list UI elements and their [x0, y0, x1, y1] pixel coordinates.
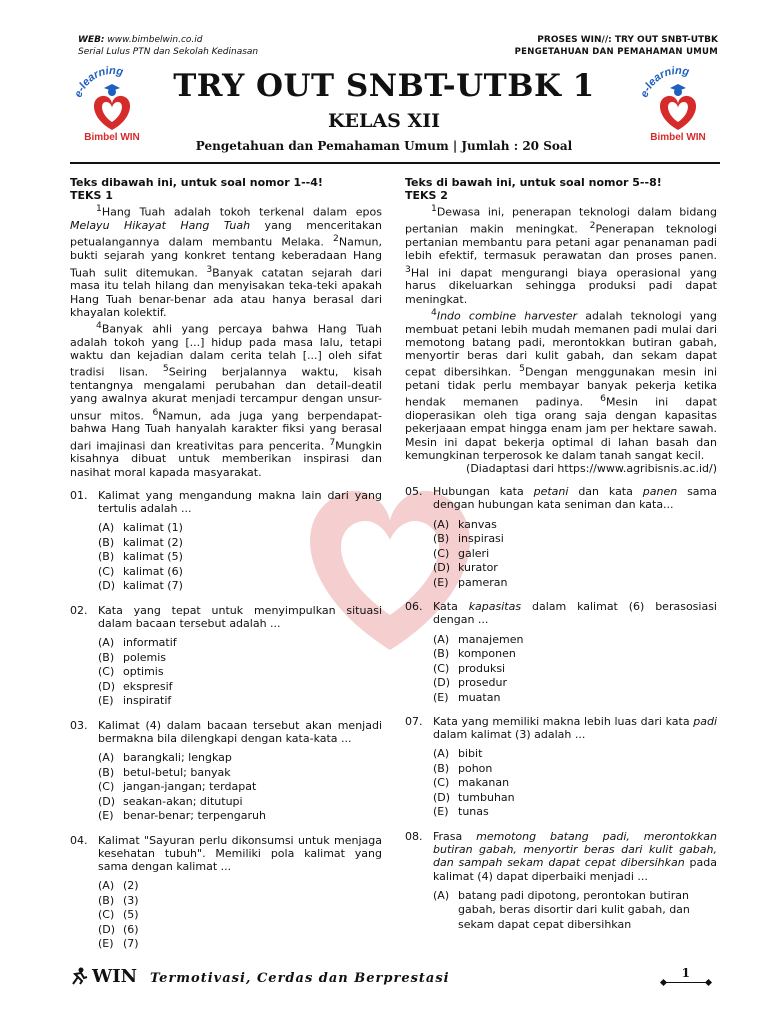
- option-text: makanan: [458, 776, 510, 790]
- question-08: 08. Frasa memotong batang padi, merontokkan butiran gabah, menyortir beras dari kulit gabah, dan sampah sekam dapat cepat dibersihkan pada kalimat (4) dapat diperbaiki menjadi ... (A) batang padi dipotong, perontokan butiran gabah, beras disortir dari kulit gabah, dan sekam dapat cepat dibersihkan: [405, 829, 717, 931]
- header-right-line1: PROSES WIN//: TRY OUT SNBT-UTBK: [537, 35, 718, 45]
- option-letter: (A): [98, 751, 115, 765]
- header-left: [78, 34, 258, 58]
- option-text: prosedur: [458, 676, 507, 690]
- option-letter: (A): [98, 636, 115, 650]
- answer-option: [433, 662, 717, 677]
- option-text: (2): [123, 879, 139, 893]
- options: [433, 518, 717, 591]
- option-letter: (A): [433, 888, 450, 902]
- option-text: optimis: [123, 665, 164, 679]
- footer-brand: WIN: [70, 966, 137, 987]
- option-text: produksi: [458, 661, 506, 675]
- right-column: [405, 176, 717, 932]
- option-letter: (E): [433, 805, 449, 819]
- option-text: kanvas: [458, 517, 497, 531]
- option-letter: (C): [433, 661, 450, 675]
- page-ornament: [664, 982, 708, 983]
- options: [98, 636, 382, 709]
- passage-paragraph: $^1$Hang Tuah adalah tokoh terkenal dalam epos Melayu Hikayat Hang Tuah yang menceritakan petualangannya dalam membantu Melaka. $^2$Namun, bukti sejarah yang konkret tentang keberadaan Hang Tuah sulit ditemukan. $^3$Banyak catatan sejarah dari masa itu telah hilang dan menyisakan teka-teki apakah Hang Tuah benar-benar ada atau hanya berasal dari khayalan kolektif.: [70, 203, 382, 319]
- answer-option: [433, 547, 717, 562]
- option-letter: (A): [98, 879, 115, 893]
- answer-option: [98, 536, 382, 551]
- options: [98, 879, 382, 952]
- option-text: benar-benar; terpengaruh: [123, 809, 266, 823]
- option-letter: (E): [433, 575, 449, 589]
- option-letter: (E): [98, 809, 114, 823]
- option-letter: (D): [98, 679, 116, 693]
- option-letter: (A): [433, 747, 450, 761]
- answer-option: [98, 751, 382, 766]
- option-letter: (C): [433, 546, 450, 560]
- option-letter: (B): [433, 647, 450, 661]
- question-02: 02. Kata yang tepat untuk menyimpulkan situasi dalam bacaan tersebut adalah ... (A) informatif (B) polemis (C) optimis (D) ekspresif (E) inspiratif: [70, 603, 382, 708]
- option-text: galeri: [458, 546, 490, 560]
- option-text: (6): [123, 922, 139, 936]
- answer-option: [98, 550, 382, 565]
- answer-option: [433, 889, 717, 933]
- answer-option: [98, 894, 382, 909]
- options: [433, 889, 717, 933]
- answer-option: [433, 805, 717, 820]
- answer-option: [98, 565, 382, 580]
- page-title: TRY OUT SNBT-UTBK 1: [173, 68, 595, 104]
- option-text: kalimat (2): [123, 535, 183, 549]
- answer-option: [98, 680, 382, 695]
- option-text: polemis: [123, 650, 167, 664]
- options: [98, 751, 382, 824]
- option-text: ekspresif: [123, 679, 173, 693]
- option-letter: (C): [433, 776, 450, 790]
- logo-label: Bimbel WIN: [650, 132, 706, 143]
- answer-option: [98, 579, 382, 594]
- option-text: kalimat (7): [123, 579, 183, 593]
- option-text: (3): [123, 893, 139, 907]
- header-right: [515, 34, 718, 58]
- option-letter: (C): [98, 564, 115, 578]
- answer-option: [98, 766, 382, 781]
- option-text: pameran: [458, 575, 508, 589]
- runner-icon: [70, 967, 88, 985]
- option-text: jangan-jangan; terdapat: [123, 780, 257, 794]
- option-letter: (E): [98, 937, 114, 951]
- answer-option: [98, 780, 382, 795]
- answer-option: [433, 691, 717, 706]
- passage-paragraph: $^4$Indo combine harvester adalah teknologi yang membuat petani lebih mudah memanen padi mulai dari memotong batang padi, merontokkan butiran gabah, menyortir beras dari kulit gabah, dan sekam dapat cepat dibersihkan. $^5$Dengan menggunakan mesin ini petani tidak perlu membayar banyak pekerja ketika hendak memanen padinya. $^6$Mesin ini dapat dioperasikan oleh tiga orang saja dengan kapasitas pekerjaaan empat hingga enam jam per hektare sawah. Mesin ini dapat bekerja optimal di lahan basah dan kemungkinan terperosok ke dalam tanah sangat kecil.: [405, 306, 717, 462]
- answer-option: [98, 636, 382, 651]
- footer: [70, 966, 720, 996]
- option-letter: (B): [98, 765, 115, 779]
- answer-option: [433, 791, 717, 806]
- section-intro: Teks di bawah ini, untuk soal nomor 5--8!: [405, 176, 662, 189]
- answer-option: [98, 665, 382, 680]
- text-label: TEKS 2: [405, 189, 448, 203]
- logo-label: Bimbel WIN: [84, 132, 140, 143]
- answer-option: [98, 879, 382, 894]
- option-text: inspirasi: [458, 532, 504, 546]
- option-text: batang padi dipotong, perontokan butiran gabah, beras disortir dari kulit gabah, dan sekam dapat cepat dibersihkan: [458, 888, 690, 931]
- option-text: (5): [123, 908, 139, 922]
- option-text: kalimat (1): [123, 521, 183, 535]
- section-intro: Teks dibawah ini, untuk soal nomor 1--4!: [70, 176, 323, 189]
- option-text: komponen: [458, 647, 516, 661]
- left-column: [70, 176, 382, 952]
- option-letter: (C): [98, 780, 115, 794]
- answer-option: [98, 937, 382, 952]
- web-label: WEB:: [78, 35, 105, 45]
- option-letter: (B): [98, 550, 115, 564]
- option-letter: (D): [433, 676, 451, 690]
- answer-option: [433, 676, 717, 691]
- passage-paragraph: $^4$Banyak ahli yang percaya bahwa Hang Tuah adalah tokoh yang [...] hidup pada masa lalu, tetapi waktu dan kejadian dalam cerita telah [...] oleh sifat tradisi lisan. $^5$Seiring berjalannya waktu, kisah tentangnya mengalami perubahan dan detail-deatil yang awalnya akurat menjadi tercampur dengan unsur-unsur mitos. $^6$Namun, ada juga yang berpendapat-bahwa Hang Tuah hanyalah karakter fiksi yang berasal dari imajinasi dan kreativitas para pencerita. $^7$Mungkin kisahnya dibuat untuk memberikan inspirasi dan nasihat moral kapada masyarakat.: [70, 320, 382, 479]
- option-letter: (E): [433, 690, 449, 704]
- answer-option: [98, 694, 382, 709]
- option-letter: (A): [433, 517, 450, 531]
- question-06: 06. Kata kapasitas dalam kalimat (6) berasosiasi dengan ... (A) manajemen (B) komponen (C) produksi (D) prosedur (E) muatan: [405, 600, 717, 704]
- option-text: seakan-akan; ditutupi: [123, 794, 243, 808]
- option-letter: (C): [98, 665, 115, 679]
- option-text: kalimat (5): [123, 550, 183, 564]
- question-05: 05. Hubungan kata petani dan kata panen sama dengan hubungan kata seniman dan kata... (A) kanvas (B) inspirasi (C) galeri (D) kurator (E) pameran: [405, 485, 717, 589]
- passage-paragraph: $^1$Dewasa ini, penerapan teknologi dalam bidang pertanian makin meningkat. $^2$Penerapan teknologi pertanian membantu para petani agar penanaman padi lebih efektif, termasuk perawatan dan proses panen. $^3$Hal ini dapat mengurangi biaya operasional yang harus dikeluarkan sehingga produksi padi dapat meningkat.: [405, 203, 717, 306]
- logo-text: e-learning: [638, 66, 691, 100]
- option-text: tumbuhan: [458, 790, 515, 804]
- options: [433, 633, 717, 706]
- option-text: inspiratif: [123, 694, 172, 708]
- answer-option: [98, 923, 382, 938]
- answer-option: [98, 908, 382, 923]
- option-letter: (E): [98, 694, 114, 708]
- answer-option: [433, 561, 717, 576]
- option-letter: (D): [433, 790, 451, 804]
- class-title: KELAS XII: [328, 110, 440, 132]
- answer-option: [433, 532, 717, 547]
- option-letter: (A): [433, 632, 450, 646]
- logo-text: e-learning: [72, 66, 125, 100]
- option-letter: (B): [98, 650, 115, 664]
- source-citation: (Diadaptasi dari https://www.agribisnis.ac.id/): [466, 462, 717, 475]
- answer-option: [433, 762, 717, 777]
- answer-option: [433, 576, 717, 591]
- option-letter: (C): [98, 908, 115, 922]
- question-04: 04. Kalimat "Sayuran perlu dikonsumsi untuk menjaga kesehatan tubuh". Memiliki pola kalimat yang sama dengan kalimat ... (A) (2) (B) (3) (C) (5) (D) (6) (E) (7): [70, 833, 382, 951]
- option-letter: (A): [98, 521, 115, 535]
- option-text: kalimat (6): [123, 564, 183, 578]
- header-right-line2: PENGETAHUAN DAN PEMAHAMAN UMUM: [514, 47, 718, 57]
- answer-option: [433, 647, 717, 662]
- option-text: betul-betul; banyak: [123, 765, 231, 779]
- option-text: manajemen: [458, 632, 524, 646]
- tagline: Serial Lulus PTN dan Sekolah Kedinasan: [78, 47, 259, 57]
- question-07: 07. Kata yang memiliki makna lebih luas dari kata padi dalam kalimat (3) adalah ... (A) bibit (B) pohon (C) makanan (D) tumbuhan (E) tunas: [405, 715, 717, 819]
- options: [98, 521, 382, 594]
- answer-option: [98, 651, 382, 666]
- option-text: tunas: [458, 805, 489, 819]
- option-text: kurator: [458, 561, 498, 575]
- option-text: (7): [123, 937, 139, 951]
- answer-option: [433, 776, 717, 791]
- answer-option: [98, 521, 382, 536]
- option-text: bibit: [458, 747, 483, 761]
- text-label: TEKS 1: [70, 189, 113, 203]
- answer-option: [433, 633, 717, 648]
- option-letter: (D): [98, 922, 116, 936]
- option-letter: (B): [98, 893, 115, 907]
- option-letter: (B): [433, 761, 450, 775]
- option-letter: (D): [98, 794, 116, 808]
- answer-option: [433, 747, 717, 762]
- options: [433, 747, 717, 820]
- page-number: 1: [681, 966, 690, 980]
- option-letter: (B): [98, 535, 115, 549]
- question-03: 03. Kalimat (4) dalam bacaan tersebut akan menjadi bermakna bila dilengkapi dengan kata-kata ... (A) barangkali; lengkap (B) betul-betul; banyak (C) jangan-jangan; terdapat (D) seakan-akan; ditutupi (E) benar-benar; terpengaruh: [70, 718, 382, 823]
- header-divider: [70, 162, 720, 164]
- option-letter: (D): [433, 561, 451, 575]
- option-text: informatif: [123, 636, 177, 650]
- answer-option: [433, 518, 717, 533]
- question-01: 01. Kalimat yang mengandung makna lain dari yang tertulis adalah ... (A) kalimat (1) (B) kalimat (2) (B) kalimat (5) (C) kalimat (6) (D) kalimat (7): [70, 488, 382, 593]
- footer-tagline: Termotivasi, Cerdas dan Berprestasi: [150, 971, 450, 986]
- option-text: pohon: [458, 761, 493, 775]
- answer-option: [98, 809, 382, 824]
- web-url: www.bimbelwin.co.id: [107, 35, 203, 45]
- option-text: muatan: [458, 690, 501, 704]
- option-letter: (D): [98, 579, 116, 593]
- option-text: barangkali; lengkap: [123, 751, 232, 765]
- option-letter: (B): [433, 532, 450, 546]
- subject-line: Pengetahuan dan Pemahaman Umum | Jumlah : 20 Soal: [195, 139, 573, 153]
- answer-option: [98, 795, 382, 810]
